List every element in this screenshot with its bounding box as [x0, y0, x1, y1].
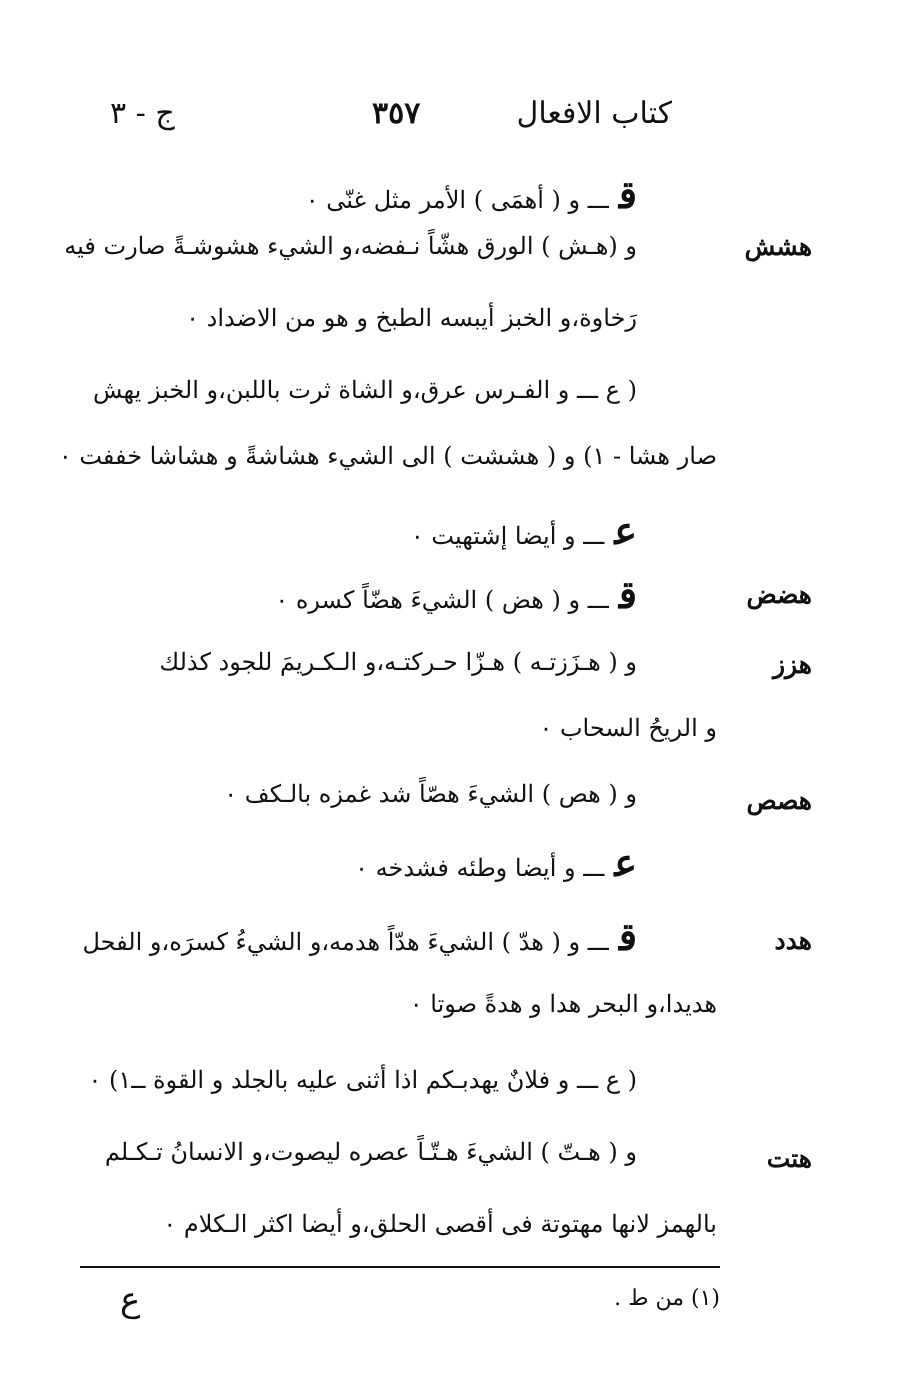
headword: هشش	[744, 232, 812, 261]
page-number: ٣٥٧	[372, 96, 421, 131]
headword: هتت	[766, 1144, 812, 1173]
text-line: عـــ و أيضا وطئه فشدخه ٠	[355, 840, 637, 885]
letter-mark: ق	[618, 914, 637, 959]
footnote-rule	[80, 1266, 720, 1268]
catchword: ع	[120, 1280, 141, 1320]
text-line: قـــ و ( هض ) الشيءَ هضّاً كسره ٠	[275, 572, 637, 617]
text-line: هديدا،و البحر هدا و هدةً صوتا ٠	[409, 990, 717, 1018]
footnote: (١) من ط .	[614, 1286, 720, 1311]
letter-mark: ع	[614, 508, 637, 553]
text-line: بالهمز لانها مهتوتة فى أقصى الحلق،و أيضا اكثر الـكلام ٠	[163, 1210, 717, 1238]
volume-label: ج - ٣	[110, 96, 175, 131]
letter-mark: ع	[614, 840, 637, 885]
text-line: قـــ و ( هدّ ) الشيءَ هدّاً هدمه،و الشيءُ كسرَه،و الفحل	[82, 914, 637, 959]
text-line: و (هـش ) الورق هشّاً نـفضه،و الشيء هشوشـةً صارت فيه	[64, 232, 637, 260]
text-line: ( ع ـــ و الفـرس عرق،و الشاة ثرت باللبن،و الخبز يهش	[92, 376, 637, 404]
letter-mark: ق	[618, 172, 637, 217]
book-title: كتاب الافعال	[516, 96, 672, 131]
text-line: عـــ و أيضا إشتهيت ٠	[410, 508, 637, 553]
text-line: صار هشا - ١) و ( هششت ) الى الشيء هشاشةً و هشاشا خففت ٠	[58, 442, 717, 470]
text-line: قـــ و ( أهمَى ) الأمر مثل غنّى ٠	[305, 172, 637, 217]
headword: هضض	[746, 580, 812, 609]
letter-mark: ق	[618, 572, 637, 617]
text-line: و ( هص ) الشيءَ هصّاً شد غمزه بالـكف ٠	[224, 780, 637, 808]
text-line: و الريحُ السحاب ٠	[539, 714, 717, 742]
headword: هزز	[772, 650, 812, 679]
text-line: و ( هـتّ ) الشيءَ هـتّـاً عصره ليصوت،و الانسانُ تـكـلم	[104, 1138, 637, 1166]
headword: هصص	[746, 786, 812, 815]
text-line: رَخاوة،و الخبز أيبسه الطبخ و هو من الاضداد ٠	[186, 304, 637, 332]
headword: هدد	[774, 926, 812, 955]
text-line: و ( هـزَزتـه ) هـزّا حـركتـه،و الـكـريمَ للجود كذلك	[159, 648, 637, 676]
text-line: ( ع ـــ و فلانٌ يهدبـكم اذا أثنى عليه بالجلد و القوة ــ١) ٠	[88, 1066, 637, 1094]
